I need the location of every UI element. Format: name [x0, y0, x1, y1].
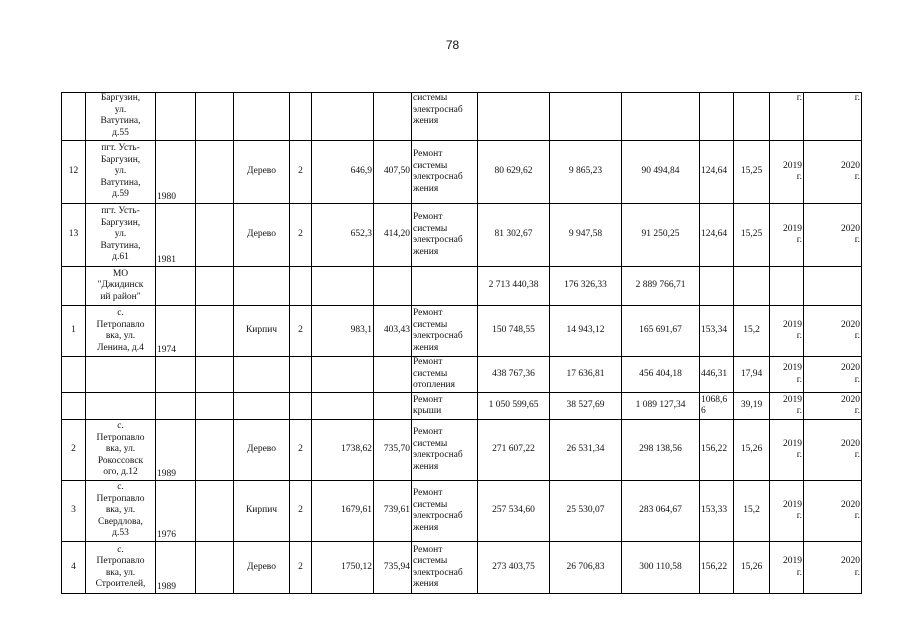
table-row — [62, 267, 862, 306]
cell-no: 12 — [62, 141, 86, 204]
cell-cost1: 81 302,67 — [478, 204, 550, 267]
cell-cost1: 438 767,36 — [478, 357, 550, 393]
cell-cost2: 25 530,07 — [550, 481, 622, 542]
table-row — [62, 204, 862, 267]
cell-area2 — [374, 93, 412, 141]
cell-material: Дерево — [234, 141, 290, 204]
cell-floors — [290, 357, 312, 393]
cell-end: 2020 г. — [804, 420, 862, 481]
cell-year: 1989 — [156, 542, 196, 594]
cell-area2 — [374, 267, 412, 306]
cell-area2: 735,70 — [374, 420, 412, 481]
cell-year: 1974 — [156, 306, 196, 357]
cell-address: МО "Джидинск ий район" — [86, 267, 156, 306]
cell-total — [622, 93, 700, 141]
cell-cost2: 17 636,81 — [550, 357, 622, 393]
cell-floors: 2 — [290, 481, 312, 542]
cell-life: 17,94 — [734, 357, 770, 393]
cell-life: 15,25 — [734, 204, 770, 267]
table-row — [62, 306, 862, 357]
cell-year — [156, 93, 196, 141]
cell-no — [62, 393, 86, 420]
cell-work: Ремонт системы электроснаб жения — [412, 542, 478, 594]
cell-blank1 — [196, 357, 234, 393]
cell-area — [312, 357, 374, 393]
cell-blank1 — [196, 481, 234, 542]
cell-material: Дерево — [234, 542, 290, 594]
cell-blank1 — [196, 542, 234, 594]
cell-area2: 739,61 — [374, 481, 412, 542]
cell-total: 456 404,18 — [622, 357, 700, 393]
cell-address: Баргузин, ул. Ватутина, д.55 — [86, 93, 156, 141]
cell-start: 2019 г. — [770, 306, 804, 357]
cell-cost2: 176 326,33 — [550, 267, 622, 306]
cell-start: 2019 г. — [770, 141, 804, 204]
cell-life: 15,2 — [734, 306, 770, 357]
cell-cost1: 273 403,75 — [478, 542, 550, 594]
cell-no: 1 — [62, 306, 86, 357]
cell-cost1: 1 050 599,65 — [478, 393, 550, 420]
cell-blank1 — [196, 306, 234, 357]
cell-work: Ремонт системы отопления — [412, 357, 478, 393]
cell-unit: 153,33 — [700, 481, 734, 542]
cell-no: 2 — [62, 420, 86, 481]
cell-total: 298 138,56 — [622, 420, 700, 481]
cell-total: 283 064,67 — [622, 481, 700, 542]
cell-year — [156, 393, 196, 420]
cell-unit: 446,31 — [700, 357, 734, 393]
cell-cost2: 26 531,34 — [550, 420, 622, 481]
cell-no — [62, 357, 86, 393]
table-row — [62, 420, 862, 481]
cell-floors: 2 — [290, 542, 312, 594]
cell-life: 15,26 — [734, 542, 770, 594]
cell-total: 300 110,58 — [622, 542, 700, 594]
cell-area2: 414,20 — [374, 204, 412, 267]
cell-address: с. Петропавло вка, ул. Рокоссовск ого, д.12 — [86, 420, 156, 481]
cell-material: Дерево — [234, 420, 290, 481]
cell-cost2: 26 706,83 — [550, 542, 622, 594]
cell-start: 2019 г. — [770, 393, 804, 420]
cell-material: Кирпич — [234, 481, 290, 542]
cell-address: пгт. Усть- Баргузин, ул. Ватутина, д.59 — [86, 141, 156, 204]
table-row — [62, 393, 862, 420]
cell-total: 91 250,25 — [622, 204, 700, 267]
cell-no: 4 — [62, 542, 86, 594]
table-row — [62, 357, 862, 393]
cell-start: 2019 г. — [770, 420, 804, 481]
cell-unit — [700, 267, 734, 306]
cell-blank1 — [196, 267, 234, 306]
cell-start — [770, 267, 804, 306]
cell-floors: 2 — [290, 420, 312, 481]
cell-area2 — [374, 357, 412, 393]
cell-end: 2020 г. — [804, 393, 862, 420]
cell-cost1: 2 713 440,38 — [478, 267, 550, 306]
cell-unit — [700, 93, 734, 141]
cell-life: 15,26 — [734, 420, 770, 481]
cell-blank1 — [196, 141, 234, 204]
cell-year: 1981 — [156, 204, 196, 267]
cell-work: Ремонт системы электроснаб жения — [412, 481, 478, 542]
cell-area — [312, 267, 374, 306]
cell-blank1 — [196, 93, 234, 141]
cell-cost2 — [550, 93, 622, 141]
cell-unit: 124,64 — [700, 141, 734, 204]
cell-unit: 124,64 — [700, 204, 734, 267]
cell-work: системы электроснаб жения — [412, 93, 478, 141]
cell-cost2: 9 947,58 — [550, 204, 622, 267]
cell-area2: 735,94 — [374, 542, 412, 594]
table-row — [62, 542, 862, 594]
cell-work: Ремонт системы электроснаб жения — [412, 141, 478, 204]
cell-start: 2019 г. — [770, 481, 804, 542]
cell-year: 1989 — [156, 420, 196, 481]
cell-material — [234, 93, 290, 141]
cell-life: 15,25 — [734, 141, 770, 204]
cell-year — [156, 267, 196, 306]
cell-cost1 — [478, 93, 550, 141]
cell-total: 1 089 127,34 — [622, 393, 700, 420]
cell-address: с. Петропавло вка, ул. Свердлова, д.53 — [86, 481, 156, 542]
cell-blank1 — [196, 204, 234, 267]
cell-floors — [290, 93, 312, 141]
cell-end: 2020 г. — [804, 141, 862, 204]
cell-cost1: 257 534,60 — [478, 481, 550, 542]
cell-area2: 403,43 — [374, 306, 412, 357]
cell-work: Ремонт системы электроснаб жения — [412, 204, 478, 267]
cell-no — [62, 267, 86, 306]
cell-unit: 153,34 — [700, 306, 734, 357]
cell-cost2: 38 527,69 — [550, 393, 622, 420]
cell-end: 2020 г. — [804, 306, 862, 357]
cell-material — [234, 393, 290, 420]
cell-work: Ремонт крыши — [412, 393, 478, 420]
cell-material: Кирпич — [234, 306, 290, 357]
cell-floors: 2 — [290, 306, 312, 357]
cell-cost1: 150 748,55 — [478, 306, 550, 357]
cell-area: 983,1 — [312, 306, 374, 357]
cell-total: 2 889 766,71 — [622, 267, 700, 306]
cell-no: 3 — [62, 481, 86, 542]
cell-area — [312, 393, 374, 420]
cell-floors — [290, 393, 312, 420]
cell-total: 165 691,67 — [622, 306, 700, 357]
table-row — [62, 141, 862, 204]
cell-material — [234, 267, 290, 306]
cell-end: 2020 г. — [804, 481, 862, 542]
cell-end: 2020 г. — [804, 542, 862, 594]
cell-floors: 2 — [290, 141, 312, 204]
cell-area — [312, 93, 374, 141]
cell-end: 2020 г. — [804, 204, 862, 267]
cell-area: 1679,61 — [312, 481, 374, 542]
table-row — [62, 481, 862, 542]
cell-unit: 156,22 — [700, 420, 734, 481]
cell-material — [234, 357, 290, 393]
cell-address — [86, 357, 156, 393]
cell-cost1: 271 607,22 — [478, 420, 550, 481]
cell-cost1: 80 629,62 — [478, 141, 550, 204]
cell-no — [62, 93, 86, 141]
cell-life — [734, 93, 770, 141]
cell-work: Ремонт системы электроснаб жения — [412, 420, 478, 481]
cell-cost2: 9 865,23 — [550, 141, 622, 204]
cell-year: 1976 — [156, 481, 196, 542]
page-number: 78 — [445, 38, 460, 52]
cell-start: 2019 г. — [770, 204, 804, 267]
cell-start: 2019 г. — [770, 542, 804, 594]
cell-address: пгт. Усть- Баргузин, ул. Ватутина, д.61 — [86, 204, 156, 267]
cell-unit: 1068,6 6 — [700, 393, 734, 420]
cell-area: 1750,12 — [312, 542, 374, 594]
cell-end: г. — [804, 93, 862, 141]
cell-address: с. Петропавло вка, ул. Ленина, д.4 — [86, 306, 156, 357]
cell-life: 39,19 — [734, 393, 770, 420]
cell-end: 2020 г. — [804, 357, 862, 393]
cell-start: 2019 г. — [770, 357, 804, 393]
repair-program-table — [61, 92, 862, 594]
cell-area: 652,3 — [312, 204, 374, 267]
cell-end — [804, 267, 862, 306]
cell-work: Ремонт системы электроснаб жения — [412, 306, 478, 357]
cell-address: с. Петропавло вка, ул. Строителей, — [86, 542, 156, 594]
cell-address — [86, 393, 156, 420]
cell-year — [156, 357, 196, 393]
cell-area: 646,9 — [312, 141, 374, 204]
cell-blank1 — [196, 420, 234, 481]
cell-life — [734, 267, 770, 306]
cell-unit: 156,22 — [700, 542, 734, 594]
cell-area2 — [374, 393, 412, 420]
cell-floors — [290, 267, 312, 306]
cell-area2: 407,50 — [374, 141, 412, 204]
cell-no: 13 — [62, 204, 86, 267]
cell-work — [412, 267, 478, 306]
table-row — [62, 93, 862, 141]
cell-life: 15,2 — [734, 481, 770, 542]
cell-area: 1738,62 — [312, 420, 374, 481]
cell-start: г. — [770, 93, 804, 141]
cell-year: 1980 — [156, 141, 196, 204]
cell-material: Дерево — [234, 204, 290, 267]
cell-blank1 — [196, 393, 234, 420]
cell-floors: 2 — [290, 204, 312, 267]
cell-cost2: 14 943,12 — [550, 306, 622, 357]
cell-total: 90 494,84 — [622, 141, 700, 204]
